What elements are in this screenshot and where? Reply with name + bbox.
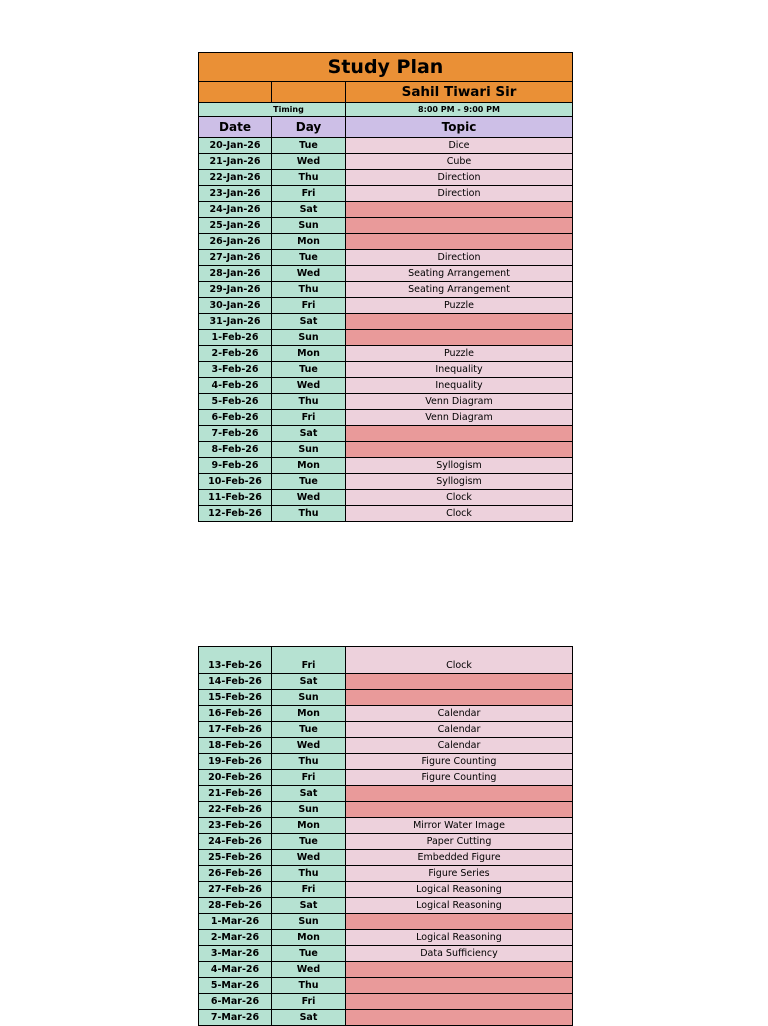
date-cell: 20-Jan-26	[199, 138, 272, 154]
header-topic: Topic	[346, 117, 573, 138]
topic-cell: Inequality	[346, 378, 573, 394]
day-cell: Mon	[272, 706, 346, 722]
day-cell: Fri	[272, 770, 346, 786]
date-cell: 21-Jan-26	[199, 154, 272, 170]
date-cell: 3-Mar-26	[199, 946, 272, 962]
date-cell: 2-Mar-26	[199, 930, 272, 946]
table-row	[199, 994, 573, 1010]
date-cell: 3-Feb-26	[199, 362, 272, 378]
topic-cell: Figure Counting	[346, 754, 573, 770]
topic-cell: Calendar	[346, 706, 573, 722]
header-date: Date	[199, 117, 272, 138]
table-row	[199, 394, 573, 410]
day-cell: Fri	[272, 994, 346, 1010]
day-cell: Fri	[272, 410, 346, 426]
day-cell: Thu	[272, 394, 346, 410]
table-row	[199, 490, 573, 506]
table-row	[199, 138, 573, 154]
day-cell: Wed	[272, 962, 346, 978]
table-row	[199, 282, 573, 298]
date-cell: 18-Feb-26	[199, 738, 272, 754]
topic-cell	[346, 426, 573, 442]
table-row	[199, 754, 573, 770]
table-row	[199, 978, 573, 994]
date-cell: 22-Jan-26	[199, 170, 272, 186]
table-row	[199, 647, 573, 674]
date-cell: 5-Mar-26	[199, 978, 272, 994]
table-row	[199, 202, 573, 218]
date-cell: 28-Jan-26	[199, 266, 272, 282]
table-row	[199, 362, 573, 378]
topic-cell: Syllogism	[346, 474, 573, 490]
topic-cell: Logical Reasoning	[346, 930, 573, 946]
day-cell: Thu	[272, 978, 346, 994]
date-cell: 14-Feb-26	[199, 674, 272, 690]
topic-cell: Seating Arrangement	[346, 266, 573, 282]
date-cell: 6-Feb-26	[199, 410, 272, 426]
day-cell: Fri	[272, 882, 346, 898]
day-cell: Mon	[272, 818, 346, 834]
topic-cell	[346, 202, 573, 218]
day-cell: Tue	[272, 474, 346, 490]
timing-label: Timing	[273, 105, 304, 114]
table-row	[199, 314, 573, 330]
table-row	[199, 770, 573, 786]
day-cell: Mon	[272, 458, 346, 474]
topic-cell	[346, 914, 573, 930]
table-row	[199, 378, 573, 394]
day-cell: Sat	[272, 674, 346, 690]
day-cell: Tue	[272, 362, 346, 378]
day-cell: Tue	[272, 250, 346, 266]
table-row	[199, 946, 573, 962]
study-plan-table	[198, 52, 573, 522]
day-cell: Wed	[272, 850, 346, 866]
table-row	[199, 818, 573, 834]
header-day: Day	[272, 117, 346, 138]
date-cell: 1-Feb-26	[199, 330, 272, 346]
day-cell: Wed	[272, 154, 346, 170]
topic-cell: Clock	[346, 490, 573, 506]
day-cell: Sat	[272, 898, 346, 914]
date-cell: 31-Jan-26	[199, 314, 272, 330]
blank-cell	[272, 82, 346, 103]
day-cell: Tue	[272, 946, 346, 962]
day-cell: Fri	[272, 186, 346, 202]
day-cell: Wed	[272, 266, 346, 282]
table-row	[199, 882, 573, 898]
date-cell: 4-Feb-26	[199, 378, 272, 394]
table-row	[199, 234, 573, 250]
table-row	[199, 250, 573, 266]
day-cell: Mon	[272, 346, 346, 362]
topic-cell: Data Sufficiency	[346, 946, 573, 962]
date-cell: 2-Feb-26	[199, 346, 272, 362]
date-cell: 7-Feb-26	[199, 426, 272, 442]
date-cell: 28-Feb-26	[199, 898, 272, 914]
table-row	[199, 1010, 573, 1026]
day-cell: Tue	[272, 722, 346, 738]
topic-cell	[346, 218, 573, 234]
table-row	[199, 154, 573, 170]
date-cell: 23-Jan-26	[199, 186, 272, 202]
date-cell: 7-Mar-26	[199, 1010, 272, 1026]
table-row	[199, 706, 573, 722]
topic-cell	[346, 442, 573, 458]
topic-cell	[346, 786, 573, 802]
day-cell: Sat	[272, 314, 346, 330]
topic-cell: Syllogism	[346, 458, 573, 474]
table-row	[199, 442, 573, 458]
date-cell: 9-Feb-26	[199, 458, 272, 474]
date-cell: 26-Feb-26	[199, 866, 272, 882]
date-cell: 13-Feb-26	[199, 647, 272, 674]
topic-cell: Mirror Water Image	[346, 818, 573, 834]
date-cell: 10-Feb-26	[199, 474, 272, 490]
table-row	[199, 738, 573, 754]
topic-cell: Seating Arrangement	[346, 282, 573, 298]
timing-value: 8:00 PM - 9:00 PM	[346, 103, 573, 117]
date-cell: 8-Feb-26	[199, 442, 272, 458]
date-cell: 17-Feb-26	[199, 722, 272, 738]
topic-cell: Inequality	[346, 362, 573, 378]
table-row	[199, 962, 573, 978]
date-cell: 20-Feb-26	[199, 770, 272, 786]
date-cell: 6-Mar-26	[199, 994, 272, 1010]
table-row	[199, 458, 573, 474]
table-row	[199, 506, 573, 522]
topic-cell	[346, 690, 573, 706]
topic-cell: Clock	[346, 506, 573, 522]
table-row	[199, 426, 573, 442]
date-cell: 27-Feb-26	[199, 882, 272, 898]
topic-cell	[346, 234, 573, 250]
day-cell: Sun	[272, 802, 346, 818]
day-cell: Sun	[272, 690, 346, 706]
topic-cell: Dice	[346, 138, 573, 154]
table-row	[199, 474, 573, 490]
date-cell: 22-Feb-26	[199, 802, 272, 818]
day-cell: Tue	[272, 138, 346, 154]
topic-cell: Cube	[346, 154, 573, 170]
topic-cell	[346, 1010, 573, 1026]
teacher-name: Sahil Tiwari Sir	[346, 82, 573, 103]
table-row	[199, 802, 573, 818]
day-cell: Fri	[272, 647, 346, 674]
blank-cell	[199, 82, 272, 103]
table-row	[199, 930, 573, 946]
date-cell: 27-Jan-26	[199, 250, 272, 266]
topic-cell: Logical Reasoning	[346, 882, 573, 898]
table-row	[199, 786, 573, 802]
topic-cell: Clock	[346, 647, 573, 674]
date-cell: 16-Feb-26	[199, 706, 272, 722]
topic-cell	[346, 802, 573, 818]
topic-cell	[346, 962, 573, 978]
date-cell: 21-Feb-26	[199, 786, 272, 802]
topic-cell: Direction	[346, 186, 573, 202]
table-row	[199, 298, 573, 314]
day-cell: Wed	[272, 378, 346, 394]
day-cell: Thu	[272, 754, 346, 770]
date-cell: 15-Feb-26	[199, 690, 272, 706]
topic-cell: Embedded Figure	[346, 850, 573, 866]
table-row	[199, 346, 573, 362]
topic-cell: Venn Diagram	[346, 394, 573, 410]
day-cell: Sat	[272, 1010, 346, 1026]
date-cell: 29-Jan-26	[199, 282, 272, 298]
timing-label-cell	[199, 103, 346, 117]
date-cell: 24-Feb-26	[199, 834, 272, 850]
table-row	[199, 218, 573, 234]
date-cell: 23-Feb-26	[199, 818, 272, 834]
day-cell: Wed	[272, 490, 346, 506]
day-cell: Thu	[272, 282, 346, 298]
day-cell: Sun	[272, 218, 346, 234]
topic-cell: Puzzle	[346, 346, 573, 362]
table-row	[199, 186, 573, 202]
table-row	[199, 834, 573, 850]
day-cell: Fri	[272, 298, 346, 314]
day-cell: Thu	[272, 506, 346, 522]
day-cell: Sat	[272, 426, 346, 442]
date-cell: 25-Jan-26	[199, 218, 272, 234]
topic-cell	[346, 994, 573, 1010]
topic-cell: Calendar	[346, 722, 573, 738]
date-cell: 5-Feb-26	[199, 394, 272, 410]
page-title: Study Plan	[199, 53, 573, 82]
date-cell: 26-Jan-26	[199, 234, 272, 250]
date-cell: 24-Jan-26	[199, 202, 272, 218]
day-cell: Wed	[272, 738, 346, 754]
day-cell: Thu	[272, 170, 346, 186]
date-cell: 11-Feb-26	[199, 490, 272, 506]
table-row	[199, 266, 573, 282]
table-row	[199, 722, 573, 738]
table-row	[199, 410, 573, 426]
date-cell: 30-Jan-26	[199, 298, 272, 314]
table-row	[199, 850, 573, 866]
date-cell: 19-Feb-26	[199, 754, 272, 770]
day-cell: Sat	[272, 202, 346, 218]
topic-cell: Venn Diagram	[346, 410, 573, 426]
table-row	[199, 866, 573, 882]
topic-cell	[346, 674, 573, 690]
topic-cell: Figure Counting	[346, 770, 573, 786]
date-cell: 12-Feb-26	[199, 506, 272, 522]
day-cell: Thu	[272, 866, 346, 882]
topic-cell: Figure Series	[346, 866, 573, 882]
table-row	[199, 170, 573, 186]
study-plan-table-continued	[198, 646, 573, 1026]
day-cell: Sat	[272, 786, 346, 802]
table-row	[199, 898, 573, 914]
day-cell: Sun	[272, 442, 346, 458]
topic-cell: Paper Cutting	[346, 834, 573, 850]
topic-cell: Direction	[346, 250, 573, 266]
table-row	[199, 690, 573, 706]
day-cell: Mon	[272, 930, 346, 946]
day-cell: Mon	[272, 234, 346, 250]
day-cell: Tue	[272, 834, 346, 850]
date-cell: 25-Feb-26	[199, 850, 272, 866]
date-cell: 1-Mar-26	[199, 914, 272, 930]
date-cell: 4-Mar-26	[199, 962, 272, 978]
topic-cell: Direction	[346, 170, 573, 186]
day-cell: Sun	[272, 914, 346, 930]
topic-cell	[346, 314, 573, 330]
topic-cell	[346, 978, 573, 994]
table-row	[199, 674, 573, 690]
table-row	[199, 330, 573, 346]
topic-cell: Puzzle	[346, 298, 573, 314]
topic-cell	[346, 330, 573, 346]
table-row	[199, 914, 573, 930]
topic-cell: Logical Reasoning	[346, 898, 573, 914]
topic-cell: Calendar	[346, 738, 573, 754]
day-cell: Sun	[272, 330, 346, 346]
